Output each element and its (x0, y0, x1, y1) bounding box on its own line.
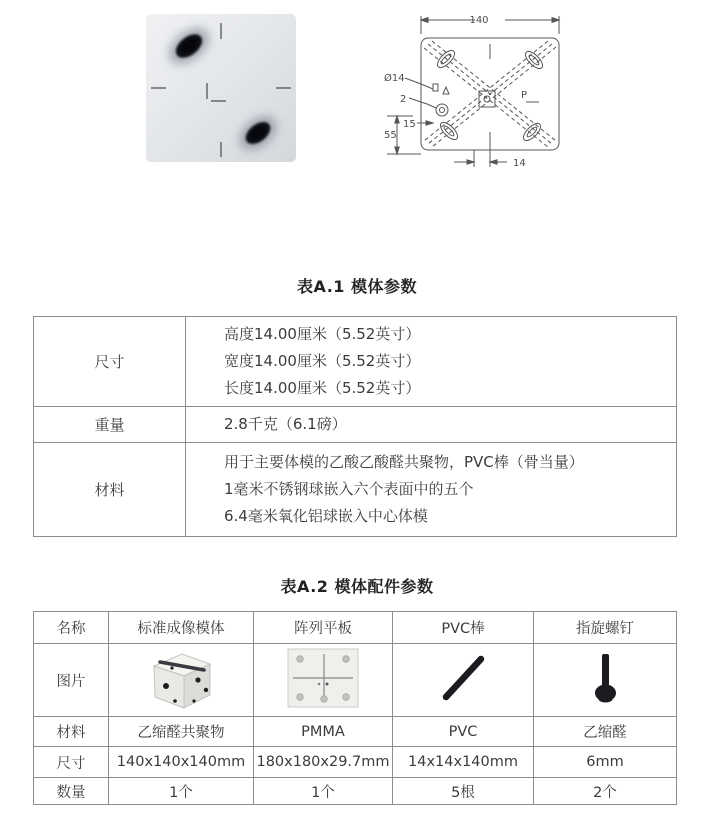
dim-140-label: 140 (469, 15, 489, 26)
header-thumb-screw: 指旋螺钉 (534, 612, 677, 644)
row-label-quantity: 数量 (34, 778, 109, 805)
cell-size-plate: 180x180x29.7mm (254, 747, 393, 778)
table-a2-size-row (34, 747, 677, 778)
header-standard-phantom: 标准成像模体 (109, 612, 254, 644)
dim-2-label: 2 (400, 94, 407, 105)
spec-line: 6.4毫米氧化铝球嵌入中心体模 (224, 507, 428, 525)
dim-15-label: 15 (403, 119, 416, 130)
cell-picture-pvc-rod (393, 644, 534, 717)
cell-material-screw: 乙缩醛 (534, 717, 677, 747)
dim-55-label: 55 (384, 130, 397, 141)
cell-size-rod: 14x14x140mm (393, 747, 534, 778)
drawing-dim-14-bottom (454, 150, 507, 167)
cell-size-phantom: 140x140x140mm (109, 747, 254, 778)
cell-material-rod: PVC (393, 717, 534, 747)
table-a2-title: 表A.2 模体配件参数 (280, 577, 434, 596)
cell-picture-phantom (109, 644, 254, 717)
standard-imaging-phantom-image (142, 646, 220, 710)
table-a2-picture-row (34, 644, 677, 717)
row-value-dimensions (186, 317, 677, 407)
table-row-dimensions (34, 317, 677, 407)
spec-line: 高度14.00厘米（5.52英寸） (224, 325, 421, 343)
cell-picture-thumb-screw (534, 644, 677, 717)
table-row-material (34, 443, 677, 537)
table-a2-quantity-row (34, 778, 677, 805)
row-label-material: 材料 (34, 443, 186, 537)
cell-material-phantom: 乙缩醛共聚物 (109, 717, 254, 747)
header-array-plate: 阵列平板 (254, 612, 393, 644)
header-name: 名称 (34, 612, 109, 644)
row-label-material: 材料 (34, 717, 109, 747)
table-a2-material-row (34, 717, 677, 747)
header-pvc-rod: PVC棒 (393, 612, 534, 644)
drawing-dim-140 (421, 16, 559, 34)
datum-p-mark: P (521, 90, 528, 101)
phantom-technical-drawing (383, 4, 575, 178)
spec-line: 1毫米不锈钢球嵌入六个表面中的五个 (224, 480, 474, 498)
cell-qty-rod: 5根 (393, 778, 534, 805)
table-a2-header-row (34, 612, 677, 644)
pvc-rod-image (435, 651, 491, 705)
cell-qty-plate: 1个 (254, 778, 393, 805)
phantom-radiograph-image (145, 13, 297, 163)
row-label-weight: 重量 (34, 407, 186, 443)
drawing-triangle-mark (443, 87, 449, 94)
cell-size-screw: 6mm (534, 747, 677, 778)
array-plate-image (286, 647, 360, 709)
dim-dia14-label: Ø14 (384, 73, 405, 84)
drawing-center-hole (484, 96, 490, 102)
dim-14-label: 14 (513, 158, 526, 169)
drawing-leader-dia14 (405, 78, 433, 89)
table-a1 (33, 316, 677, 537)
spec-line: 长度14.00厘米（5.52英寸） (224, 379, 421, 397)
spec-line: 用于主要体模的乙酸乙酸醛共聚物，PVC棒（骨当量） (224, 453, 584, 471)
drawing-dim-15 (417, 121, 433, 125)
row-label-size: 尺寸 (34, 747, 109, 778)
spec-line: 2.8千克（6.1磅） (224, 415, 347, 433)
cell-qty-screw: 2个 (534, 778, 677, 805)
table-row-weight (34, 407, 677, 443)
spec-line: 宽度14.00厘米（5.52英寸） (224, 352, 421, 370)
cell-material-plate: PMMA (254, 717, 393, 747)
row-label-dimensions: 尺寸 (34, 317, 186, 407)
thumb-screw-image (586, 650, 624, 706)
row-value-material (186, 443, 677, 537)
cell-picture-array-plate (254, 644, 393, 717)
drawing-corner-slots (435, 48, 546, 144)
drawing-leader-2 (409, 98, 436, 108)
table-a2 (33, 611, 677, 805)
table-a1-title: 表A.1 模体参数 (297, 277, 417, 296)
row-label-picture: 图片 (34, 644, 109, 717)
cell-qty-phantom: 1个 (109, 778, 254, 805)
row-value-weight (186, 407, 677, 443)
